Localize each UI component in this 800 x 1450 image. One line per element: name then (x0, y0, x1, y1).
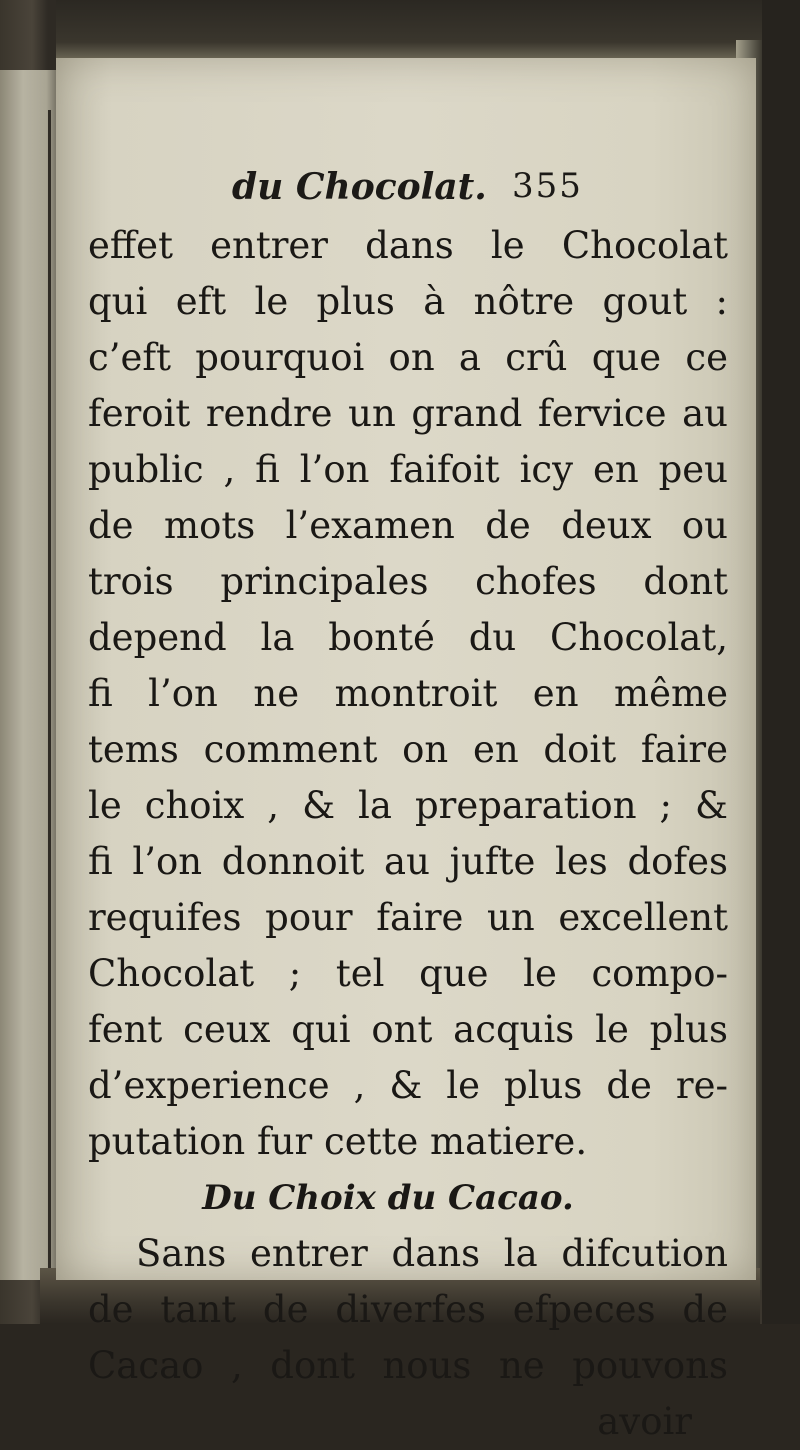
text-line: Chocolat ; tel que le compo- (88, 952, 728, 995)
text-line: public , fi l’on faifoit icy en peu (88, 448, 728, 491)
page-header (56, 166, 756, 210)
text-line: fi l’on ne montroit en même (88, 672, 728, 715)
text-line: trois principales chofes dont (88, 560, 728, 603)
section-heading: Du Choix du Cacao. (202, 1178, 574, 1218)
text-line: d’experience , & le plus de re- (88, 1064, 728, 1107)
text-line: tems comment on en doit faire (88, 728, 728, 771)
left-page-rule (48, 110, 51, 1270)
text-line: putation fur cette matiere. (88, 1120, 588, 1163)
top-shadow (56, 0, 766, 60)
text-line: fent ceux qui ont acquis le plus (88, 1008, 728, 1051)
text-line: de tant de diverfes efpeces de (88, 1288, 728, 1331)
text-line: Cacao , dont nous ne pouvons (88, 1344, 728, 1387)
text-line: qui eft le plus à nôtre gout : (88, 280, 728, 323)
text-line: effet entrer dans le Chocolat (88, 224, 728, 267)
text-line: le choix , & la preparation ; & (88, 784, 728, 827)
running-title: du Chocolat. (232, 166, 487, 208)
catchword: avoir (597, 1400, 692, 1443)
text-line: fi l’on donnoit au jufte les dofes (88, 840, 728, 883)
text-line: c’eft pourquoi on a crû que ce (88, 336, 728, 379)
text-line: feroit rendre un grand fervice au (88, 392, 728, 435)
text-line: requifes pour faire un excellent (88, 896, 728, 939)
book-page (56, 58, 756, 1443)
page-number: 355 (512, 166, 583, 206)
body-text (88, 218, 728, 1450)
right-background-strip (762, 0, 800, 1324)
text-line: Sans entrer dans la difcution (136, 1232, 728, 1275)
text-line: de mots l’examen de deux ou (88, 504, 728, 547)
text-line: depend la bonté du Chocolat, (88, 616, 728, 659)
